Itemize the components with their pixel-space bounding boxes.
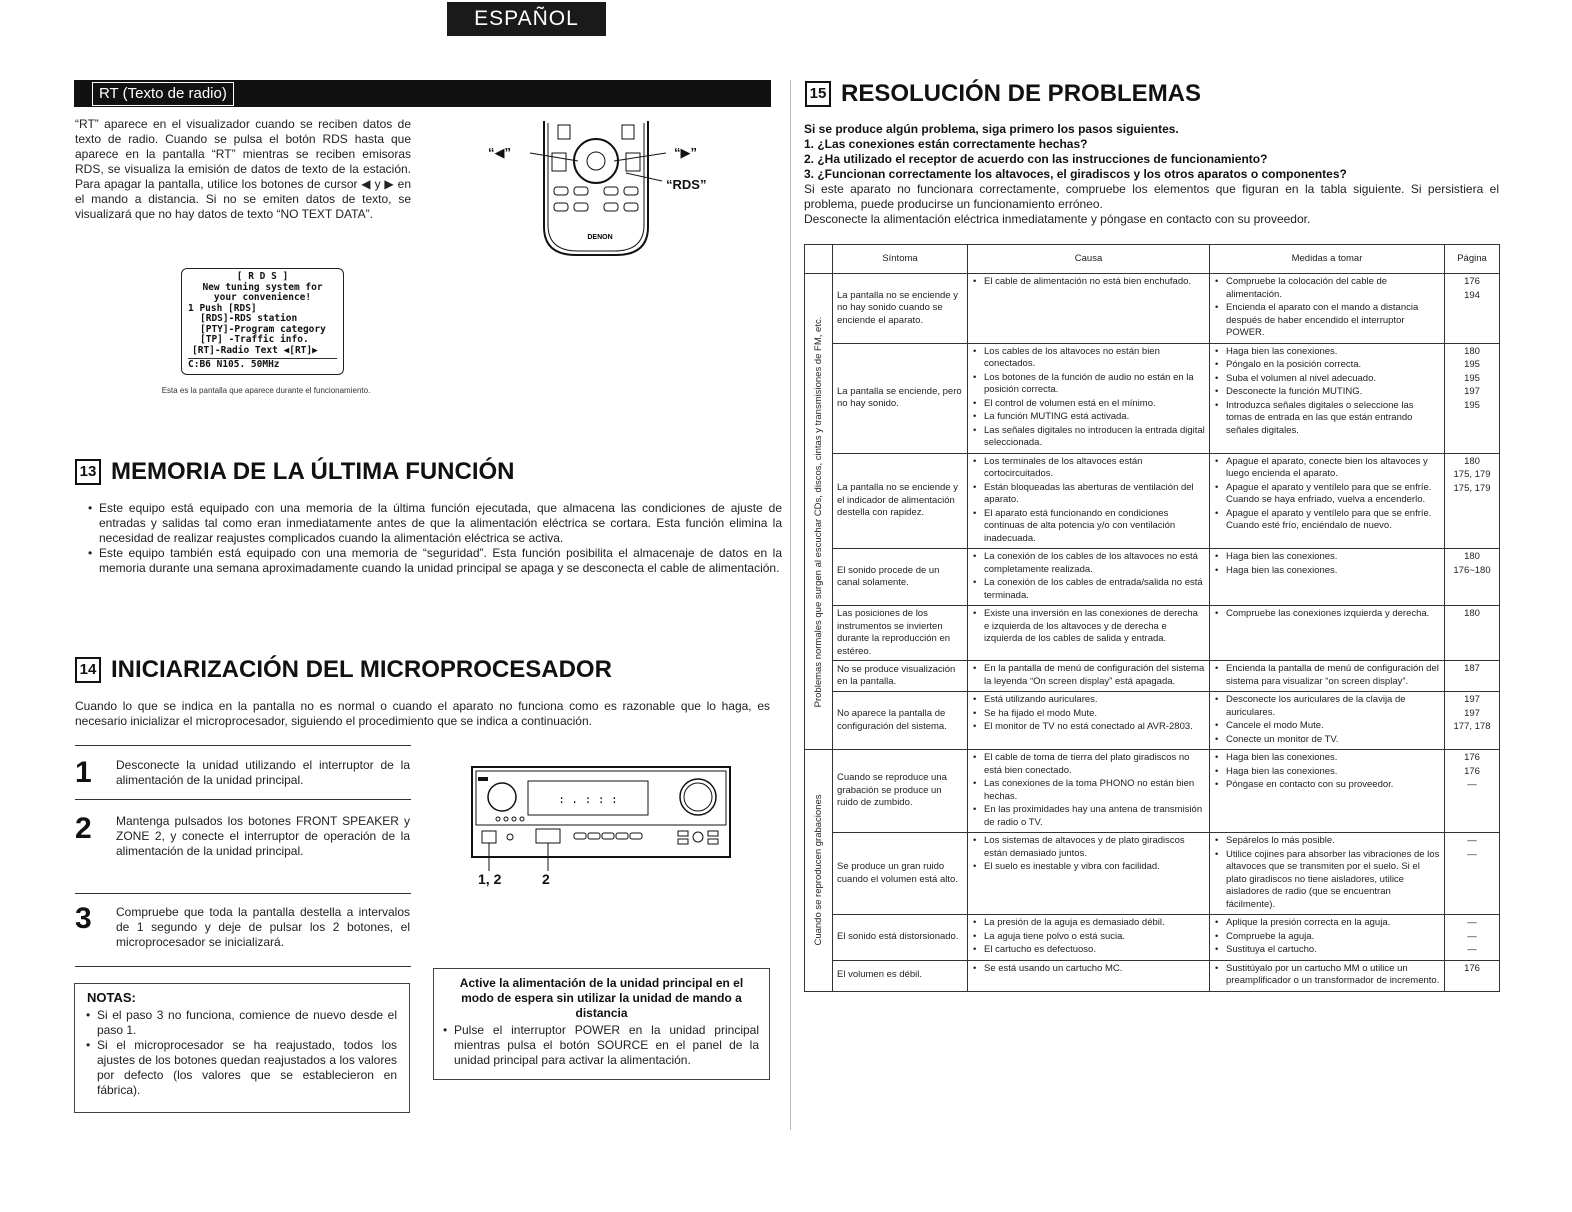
page-cell xyxy=(1445,606,1500,661)
lcd-line: [PTY]-Program category xyxy=(200,323,326,335)
page-ref: 187 xyxy=(1464,663,1480,674)
lcd-line: 1 Push [RDS] xyxy=(188,302,257,314)
page-ref: — xyxy=(1467,930,1477,942)
table-row xyxy=(805,343,1500,453)
page-ref: 195 xyxy=(1464,372,1480,384)
step-text: Mantenga pulsados los botones FRONT SPEAKER y ZONE 2, y conecte el interruptor de operación de la alimentación de la unidad principal. xyxy=(116,814,410,858)
cause-item: • El cartucho es defectuoso. xyxy=(984,944,1205,957)
page-ref: 194 xyxy=(1464,289,1480,301)
remedy-item: • Utilice cojines para absorber las vibraciones de los altavoces que se transmiten por el suelo. Si el plato giradiscos no tiene aisladores, utilice aisladores de radio (que se encuentran fácilmente). xyxy=(1226,849,1440,912)
bullet-item: • Este equipo está equipado con una memoria de la última función ejecutada, que almacena las condiciones de ajuste de entradas y salidas tal como eran inmediatamente antes de que la alimentación eléctrica se cortara. Esta función elimina la necesidad de realizar reajustes complicados cuando la alimentación eléctrica se activa. xyxy=(99,501,782,546)
cause-item: • El control de volumen está en el mínimo. xyxy=(984,398,1205,411)
page-cell xyxy=(1445,661,1500,692)
header-cell: Medidas a tomar xyxy=(1210,245,1445,274)
rds-screen xyxy=(181,268,344,375)
remedy-item: • Haga bien las conexiones. xyxy=(1226,346,1440,359)
cause-item: • Los sistemas de altavoces y de plato giradiscos están demasiado juntos. xyxy=(984,835,1205,860)
language-tab: ESPAÑOL xyxy=(447,2,606,36)
remedy-item: • Encienda la pantalla de menú de configuración del sistema para visualizar “on screen display”. xyxy=(1226,663,1440,688)
cause-cell xyxy=(968,661,1210,692)
cause-item: • Existe una inversión en las conexiones de derecha e izquierda de los altavoces y de derecha e izquierda de los cables de salida y entrada. xyxy=(984,608,1205,646)
remedy-cell xyxy=(1210,960,1445,991)
cause-item: • La conexión de los cables de los altavoces no está completamente realizada. xyxy=(984,551,1205,576)
page-ref: 176 xyxy=(1464,276,1480,287)
symptom-cell: No aparece la pantalla de configuración del sistema. xyxy=(833,692,968,750)
page-cell xyxy=(1445,750,1500,833)
check-item: 1. ¿Las conexiones están correctamente hechas? xyxy=(804,137,1088,151)
page-ref: 176 xyxy=(1464,962,1480,974)
diagram-label: 2 xyxy=(542,871,550,887)
section-title: MEMORIA DE LA ÚLTIMA FUNCIÓN xyxy=(111,458,515,485)
remedy-item: • Haga bien las conexiones. xyxy=(1226,551,1440,564)
remedy-item: • Suba el volumen al nivel adecuado. xyxy=(1226,373,1440,386)
page-ref: 195 xyxy=(1464,359,1480,370)
table-header-row xyxy=(805,245,1500,274)
section-13-bullets xyxy=(87,501,782,576)
remedy-item: • Póngase en contacto con su proveedor. xyxy=(1226,779,1440,792)
lead-text: Si se produce algún problema, siga primero los pasos siguientes. xyxy=(804,122,1179,136)
cause-cell xyxy=(968,453,1210,549)
lcd-line: New tuning system for xyxy=(202,281,323,293)
category-label: Cuando se reproducen grabaciones xyxy=(812,794,824,946)
page-ref: 197 xyxy=(1464,707,1480,719)
page-ref: 177, 178 xyxy=(1453,721,1491,732)
step-text: Desconecte la unidad utilizando el interruptor de la alimentación de la unidad principal. xyxy=(116,758,410,787)
step-number: 3 xyxy=(75,902,92,935)
table-row xyxy=(805,833,1500,915)
page-ref: — xyxy=(1467,779,1477,790)
symptom-cell: La pantalla no se enciende y el indicador de alimentación destella con rapidez. xyxy=(833,453,968,549)
intro-paragraph: Desconecte la alimentación eléctrica inmediatamente y póngase en contacto con su proveedor. xyxy=(804,212,1311,226)
table-body xyxy=(805,274,1500,992)
header-cell: Síntoma xyxy=(833,245,968,274)
remedy-cell xyxy=(1210,606,1445,661)
check-item: 2. ¿Ha utilizado el receptor de acuerdo con las instrucciones de funcionamiento? xyxy=(804,152,1268,166)
cause-item: • Los terminales de los altavoces están cortocircuitados. xyxy=(984,456,1205,481)
lcd-line: your convenience! xyxy=(213,292,312,303)
symptom-cell: Se produce un gran ruido cuando el volumen está alto. xyxy=(833,833,968,915)
standby-item: • Pulse el interruptor POWER en la unidad principal mientras pulsa el botón SOURCE en el panel de la unidad principal para activar la alimentación. xyxy=(454,1023,759,1068)
diagram-label: 1, 2 xyxy=(478,871,502,887)
remedy-item: • Desconecte los auriculares de la clavija de auriculares. xyxy=(1226,694,1440,719)
header-cell: Página xyxy=(1445,245,1500,274)
page-ref: 175, 179 xyxy=(1453,469,1491,480)
remedy-item: • Apague el aparato y ventílelo para que se enfríe. Cuando esté frío, enciéndalo de nuevo. xyxy=(1226,508,1440,533)
remedy-item: • Póngalo en la posición correcta. xyxy=(1226,359,1440,372)
screen-caption: Esta es la pantalla que aparece durante el funcionamiento. xyxy=(161,386,371,395)
divider xyxy=(75,799,411,800)
cause-item: • Las señales digitales no introducen la entrada digital seleccionada. xyxy=(984,425,1205,450)
table-row xyxy=(805,692,1500,750)
rt-section-bar xyxy=(74,80,771,107)
divider xyxy=(75,745,411,746)
page-ref: 180 xyxy=(1464,551,1480,562)
remote-brand-label: DENON xyxy=(587,234,613,241)
remedy-cell xyxy=(1210,661,1445,692)
remedy-cell xyxy=(1210,833,1445,915)
page-ref: 197 xyxy=(1464,386,1480,397)
notes-list xyxy=(87,1008,397,1098)
page-ref: 176~180 xyxy=(1453,564,1491,576)
remedy-item: • Encienda el aparato con el mando a distancia después de haber encendido el interruptor POWER. xyxy=(1226,302,1440,340)
cause-item: • Se ha fijado el modo Mute. xyxy=(984,708,1205,721)
divider xyxy=(75,966,411,967)
cause-item: • La conexión de los cables de entrada/salida no está terminada. xyxy=(984,577,1205,602)
remedy-item: • Compruebe las conexiones izquierda y derecha. xyxy=(1226,608,1440,621)
cause-cell xyxy=(968,833,1210,915)
page-ref: — xyxy=(1467,944,1477,955)
section-15-heading xyxy=(805,80,1201,108)
page-ref: — xyxy=(1467,848,1477,860)
cause-cell xyxy=(968,343,1210,453)
table-row xyxy=(805,453,1500,549)
page-cell xyxy=(1445,915,1500,961)
cursor-left-label: “◀” xyxy=(488,145,511,160)
remedy-cell xyxy=(1210,453,1445,549)
troubleshooting-table xyxy=(804,244,1500,992)
lcd-line: [RDS]-RDS station xyxy=(200,313,298,324)
section-14-intro: Cuando lo que se indica en la pantalla no es normal o cuando el aparato no funciona como es razonable que lo haga, es necesario inicializar el microprocesador, siguiendo el procedimiento que se indica a continuación. xyxy=(75,699,770,728)
cause-item: • El monitor de TV no está conectado al AVR-2803. xyxy=(984,721,1205,734)
step-number: 1 xyxy=(75,756,92,789)
cause-item: • El cable de toma de tierra del plato giradiscos no está bien conectado. xyxy=(984,752,1205,777)
page-cell xyxy=(1445,549,1500,606)
lcd-line: [RT]-Radio Text ◀[RT]▶ xyxy=(192,344,318,356)
standby-title: Active la alimentación de la unidad principal en el modo de espera sin utilizar la unidad de mando a distancia xyxy=(459,976,744,1020)
bullet-item: • Este equipo también está equipado con una memoria de “seguridad”. Esta función posibilita el almacenaje de datos en la memoria durante una semana aproximadamente cuando la unidad principal se apaga y se desconecta el cable de alimentación. xyxy=(99,546,782,576)
page-ref: — xyxy=(1467,835,1477,846)
standby-list xyxy=(444,1023,759,1068)
symptom-cell: El volumen es débil. xyxy=(833,960,968,991)
table-row xyxy=(805,750,1500,833)
page-ref: — xyxy=(1467,917,1477,928)
cause-item: • En las proximidades hay una antena de transmisión de radio o TV. xyxy=(984,804,1205,829)
table-row xyxy=(805,606,1500,661)
header-cell: Causa xyxy=(968,245,1210,274)
remedy-cell xyxy=(1210,549,1445,606)
symptom-cell: Las posiciones de los instrumentos se invierten durante la reproducción en estéreo. xyxy=(833,606,968,661)
rds-label: “RDS” xyxy=(666,177,707,192)
remedy-item: • Desconecte la función MUTING. xyxy=(1226,386,1440,399)
remedy-item: • Aplique la presión correcta en la aguja. xyxy=(1226,917,1440,930)
category-cell xyxy=(805,274,833,750)
step-number: 2 xyxy=(75,812,92,845)
cause-cell xyxy=(968,606,1210,661)
cause-cell xyxy=(968,274,1210,344)
page-ref: 176 xyxy=(1464,765,1480,777)
note-item: • Si el microprocesador se ha reajustado, todos los ajustes de los botones quedan reajustados a los valores por defecto (los valores que se establecieron en fábrica). xyxy=(97,1038,397,1098)
intro-paragraph: Si este aparato no funcionara correctamente, compruebe los elementos que figuran en la tabla siguiente. Si persistiera el problema, puede producirse un funcionamiento erróneo. xyxy=(804,182,1499,211)
remedy-item: • Sustitúyalo por un cartucho MM o utilice un preamplificador o un transformador de incremento. xyxy=(1226,963,1440,988)
cause-cell xyxy=(968,549,1210,606)
column-divider xyxy=(790,80,791,1130)
page-ref: 180 xyxy=(1464,608,1480,619)
page-ref: 180 xyxy=(1464,455,1480,467)
cursor-right-label: “▶” xyxy=(674,145,697,160)
remedy-item: • Apague el aparato, conecte bien los altavoces y luego encienda el aparato. xyxy=(1226,456,1440,481)
page-ref: 197 xyxy=(1464,694,1480,705)
cause-item: • Está utilizando auriculares. xyxy=(984,694,1205,707)
page-cell xyxy=(1445,343,1500,453)
remedy-item: • Introduzca señales digitales o seleccione las tomas de entrada en las que están entrando señales digitales. xyxy=(1226,400,1440,438)
section-number: 13 xyxy=(75,459,101,485)
header-cell xyxy=(805,245,833,274)
rt-title: RT (Texto de radio) xyxy=(92,82,234,106)
section-title: INICIARIZACIÓN DEL MICROPROCESADOR xyxy=(111,656,612,683)
page-cell xyxy=(1445,833,1500,915)
cause-item: • Los cables de los altavoces no están bien conectados. xyxy=(984,346,1205,371)
cause-item: • En la pantalla de menú de configuración del sistema la leyenda “On screen display” está apagada. xyxy=(984,663,1205,688)
section-number: 15 xyxy=(805,81,831,107)
cause-item: • El aparato está funcionando en condiciones continuas de alta potencia y/o con ventilación inadecuada. xyxy=(984,508,1205,546)
table-row xyxy=(805,274,1500,344)
check-item: 3. ¿Funcionan correctamente los altavoces, el giradiscos y los otros aparatos o componentes? xyxy=(804,167,1347,181)
page-cell xyxy=(1445,453,1500,549)
lcd-line: [TP] -Traffic info. xyxy=(200,334,309,345)
symptom-cell: Cuando se reproduce una grabación se produce un ruido de zumbido. xyxy=(833,750,968,833)
section-15-intro xyxy=(804,122,1499,227)
remedy-cell xyxy=(1210,915,1445,961)
cause-item: • El suelo es inestable y vibra con facilidad. xyxy=(984,861,1205,874)
cause-cell xyxy=(968,960,1210,991)
remedy-item: • Compruebe la colocación del cable de alimentación. xyxy=(1226,276,1440,301)
symptom-cell: El sonido está distorsionado. xyxy=(833,915,968,961)
remedy-item: • Apague el aparato y ventílelo para que se enfríe. Cuando se haya enfriado, vuelva a encenderlo. xyxy=(1226,482,1440,507)
cause-cell xyxy=(968,750,1210,833)
lcd-line: C:B6 N105. 50MHz xyxy=(188,358,337,371)
remedy-item: • Compruebe la aguja. xyxy=(1226,931,1440,944)
page-ref: 175, 179 xyxy=(1453,482,1491,494)
table-row xyxy=(805,661,1500,692)
table-row xyxy=(805,915,1500,961)
divider xyxy=(75,893,411,894)
page-cell xyxy=(1445,274,1500,344)
cause-cell xyxy=(968,915,1210,961)
standby-box xyxy=(433,968,770,1080)
category-cell xyxy=(805,750,833,992)
remedy-item: • Cancele el modo Mute. xyxy=(1226,720,1440,733)
step-text: Compruebe que toda la pantalla destella a intervalos de 1 segundo y deje de pulsar los 2 botones, el microprocesador se inicializará. xyxy=(116,905,410,949)
remedy-cell xyxy=(1210,343,1445,453)
note-item: • Si el paso 3 no funciona, comience de nuevo desde el paso 1. xyxy=(97,1008,397,1038)
section-number: 14 xyxy=(75,657,101,683)
remedy-item: • Haga bien las conexiones. xyxy=(1226,565,1440,578)
table-row xyxy=(805,960,1500,991)
page-cell xyxy=(1445,692,1500,750)
remote-illustration xyxy=(486,115,746,265)
notes-title: NOTAS: xyxy=(87,990,136,1005)
rt-body: “RT” aparece en el visualizador cuando se reciben datos de texto de radio. Cuando se pulsa el botón RDS hasta que aparece en la pantalla “RT” mientras se reciben emisoras RDS, se visualiza la emisión de datos de texto de la estación. Para apagar la pantalla, utilice los botones de cursor ◀ y ▶ en el mando a distancia. Si no se emiten datos de texto, se visualizará que no hay datos de texto “NO TEXT DATA”. xyxy=(75,117,411,221)
remedy-item: • Sustituya el cartucho. xyxy=(1226,944,1440,957)
remedy-cell xyxy=(1210,692,1445,750)
remedy-item: • Conecte un monitor de TV. xyxy=(1226,734,1440,747)
page-ref: 180 xyxy=(1464,345,1480,357)
cause-item: • La aguja tiene polvo o está sucia. xyxy=(984,931,1205,944)
page-cell xyxy=(1445,960,1500,991)
cause-item: • El cable de alimentación no está bien enchufado. xyxy=(984,276,1205,289)
cause-item: • Se está usando un cartucho MC. xyxy=(984,963,1205,976)
page-ref: 195 xyxy=(1464,399,1480,411)
remedy-item: • Sepárelos lo más posible. xyxy=(1226,835,1440,848)
category-label: Problemas normales que surgen al escuchar CDs, discos, cintas y transmisiones de FM, etc. xyxy=(812,316,824,707)
section-14-heading xyxy=(75,656,612,684)
receiver-illustration xyxy=(468,763,734,893)
lcd-line: [ R D S ] xyxy=(236,271,289,282)
remedy-item: • Haga bien las conexiones. xyxy=(1226,766,1440,779)
cause-item: • La función MUTING está activada. xyxy=(984,411,1205,424)
remedy-cell xyxy=(1210,274,1445,344)
cause-cell xyxy=(968,692,1210,750)
symptom-cell: La pantalla se enciende, pero no hay sonido. xyxy=(833,343,968,453)
notes-box xyxy=(74,983,410,1113)
page-ref: 176 xyxy=(1464,752,1480,763)
cause-item: • Los botones de la función de audio no están en la posición correcta. xyxy=(984,372,1205,397)
table-row xyxy=(805,549,1500,606)
cause-item: • Están bloqueadas las aberturas de ventilación del aparato. xyxy=(984,482,1205,507)
remedy-cell xyxy=(1210,750,1445,833)
svg-text:: . : : :: : . : : : xyxy=(558,793,618,806)
cause-item: • La presión de la aguja es demasiado débil. xyxy=(984,917,1205,930)
symptom-cell: La pantalla no se enciende y no hay sonido cuando se enciende el aparato. xyxy=(833,274,968,344)
remedy-item: • Haga bien las conexiones. xyxy=(1226,752,1440,765)
symptom-cell: No se produce visualización en la pantalla. xyxy=(833,661,968,692)
cause-item: • Las conexiones de la toma PHONO no están bien hechas. xyxy=(984,778,1205,803)
symptom-cell: El sonido procede de un canal solamente. xyxy=(833,549,968,606)
section-title: RESOLUCIÓN DE PROBLEMAS xyxy=(841,80,1202,107)
section-13-heading xyxy=(75,458,515,486)
